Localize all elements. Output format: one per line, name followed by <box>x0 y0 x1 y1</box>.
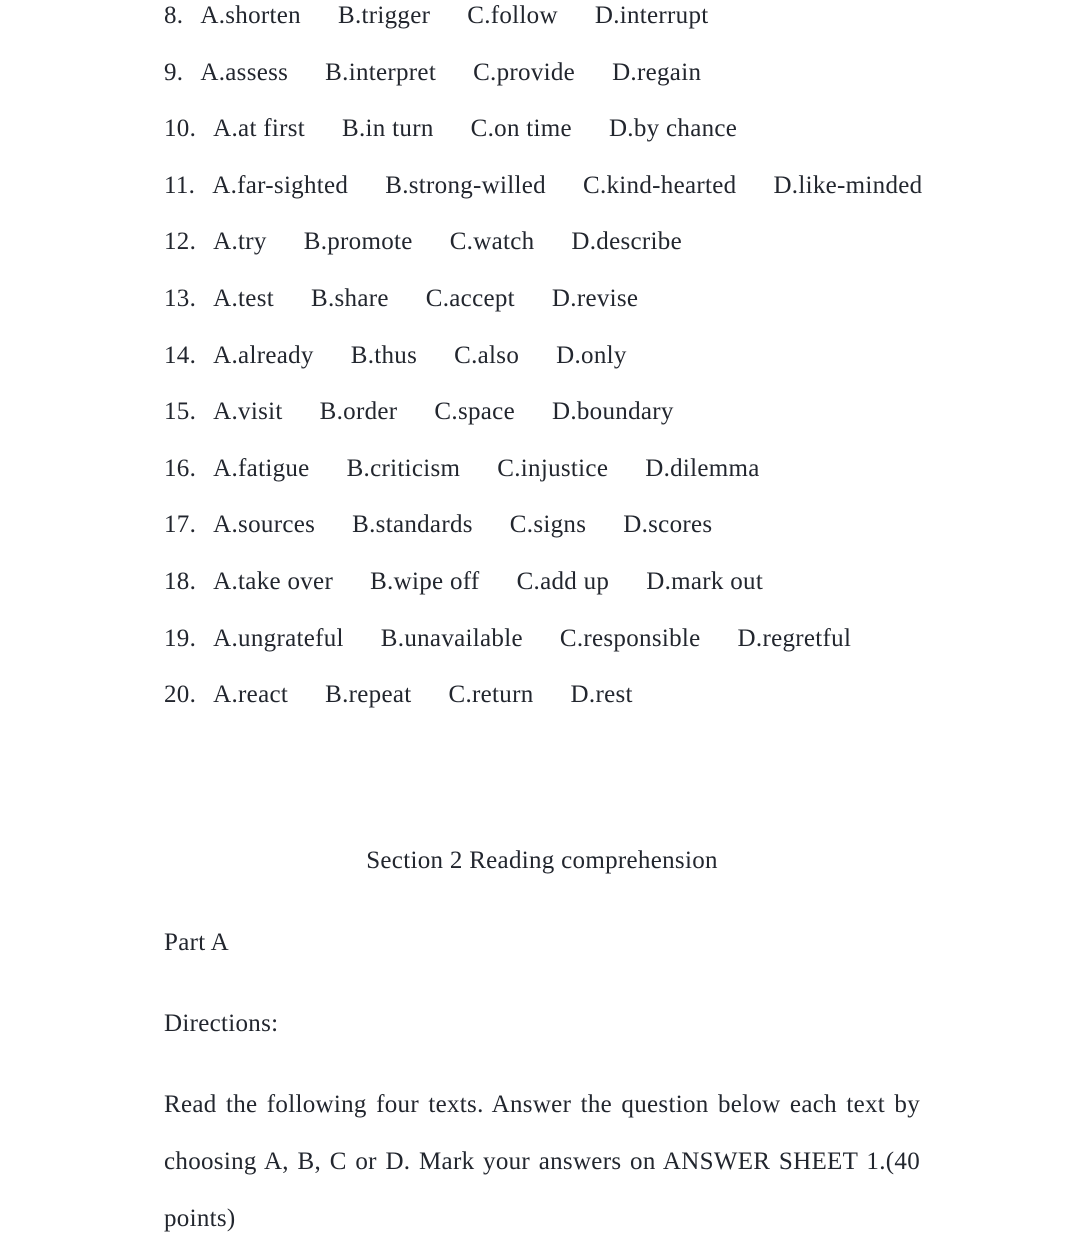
question-row-14 <box>164 342 920 399</box>
option-b: B.trigger <box>337 2 431 29</box>
directions-line-2: choosing A, B, C or D. Mark your answers on ANSWER SHEET 1.(40 <box>164 1147 920 1175</box>
question-row-16 <box>164 455 920 512</box>
option-d: D.rest <box>570 681 633 709</box>
question-row-19 <box>164 625 920 682</box>
option-c: C.watch <box>449 228 535 256</box>
question-number: 11. <box>164 171 196 199</box>
option-d: D.revise <box>551 284 639 312</box>
option-c: C.provide <box>473 58 576 86</box>
option-a: A.already <box>213 341 314 369</box>
option-c: C.add up <box>516 567 610 595</box>
section-heading: Section 2 Reading comprehension <box>366 846 718 874</box>
option-d: D.like-minded <box>773 171 923 199</box>
multiple-choice-question-list <box>164 2 923 738</box>
option-c: C.injustice <box>497 454 609 482</box>
question-row-12 <box>164 228 920 285</box>
option-b: B.promote <box>303 228 413 256</box>
option-d: D.mark out <box>646 567 764 595</box>
question-row-10 <box>164 115 920 172</box>
option-d: D.describe <box>571 228 682 256</box>
option-a: A.sources <box>213 511 316 539</box>
question-number: 16. <box>164 454 197 482</box>
option-b: B.strong-willed <box>385 171 546 199</box>
option-c: C.on time <box>470 115 572 143</box>
option-d: D.by chance <box>608 115 738 143</box>
option-d: D.scores <box>623 511 713 539</box>
question-row-18 <box>164 568 920 625</box>
question-row-11 <box>164 171 923 229</box>
option-a: A.try <box>213 228 267 256</box>
question-number: 8. <box>164 2 184 29</box>
part-label: Part A <box>164 928 229 956</box>
directions-line-3: points) <box>164 1204 236 1232</box>
directions-paragraph <box>164 1076 920 1247</box>
question-number: 19. <box>164 624 197 652</box>
option-a: A.assess <box>200 58 289 86</box>
question-number: 17. <box>164 511 197 539</box>
option-b: B.unavailable <box>380 624 523 652</box>
option-a: A.fatigue <box>213 454 310 482</box>
option-c: C.space <box>434 398 515 426</box>
option-a: A.ungrateful <box>213 624 344 652</box>
question-row-13 <box>164 285 920 342</box>
option-b: B.order <box>319 398 398 426</box>
question-row-17 <box>164 511 920 568</box>
question-number: 13. <box>164 284 197 312</box>
option-c: C.follow <box>467 2 558 29</box>
option-c: C.also <box>454 341 520 369</box>
option-d: D.interrupt <box>594 2 709 29</box>
option-d: D.only <box>556 341 627 369</box>
option-c: C.signs <box>509 511 587 539</box>
option-c: C.responsible <box>559 624 701 652</box>
option-a: A.take over <box>213 567 334 595</box>
question-number: 20. <box>164 681 197 709</box>
option-a: A.visit <box>213 398 283 426</box>
option-a: A.at first <box>213 115 306 143</box>
option-a: A.shorten <box>200 2 301 29</box>
directions-label: Directions: <box>164 1009 279 1037</box>
option-d: D.boundary <box>551 398 674 426</box>
option-b: B.standards <box>352 511 473 539</box>
option-b: B.criticism <box>346 454 461 482</box>
option-c: C.kind-hearted <box>582 171 737 199</box>
option-b: B.thus <box>350 341 418 369</box>
option-d: D.regretful <box>737 624 852 652</box>
option-b: B.wipe off <box>370 567 480 595</box>
question-row-15 <box>164 398 920 455</box>
option-c: C.accept <box>425 284 515 312</box>
option-a: A.react <box>213 681 289 709</box>
question-row-20 <box>164 681 920 738</box>
option-a: A.far-sighted <box>212 171 349 199</box>
option-b: B.share <box>310 284 389 312</box>
question-number: 15. <box>164 398 197 426</box>
question-row-9 <box>164 59 920 116</box>
option-d: D.regain <box>612 58 702 86</box>
question-number: 10. <box>164 115 197 143</box>
directions-line-1: Read the following four texts. Answer the question below each text by <box>164 1090 920 1118</box>
option-b: B.interpret <box>325 58 437 86</box>
option-a: A.test <box>213 284 274 312</box>
option-c: C.return <box>448 681 534 709</box>
option-b: B.repeat <box>325 681 412 709</box>
question-row-8 <box>164 2 920 59</box>
option-b: B.in turn <box>342 115 434 143</box>
option-d: D.dilemma <box>645 454 760 482</box>
question-number: 9. <box>164 58 184 86</box>
question-number: 14. <box>164 341 197 369</box>
question-number: 12. <box>164 228 197 256</box>
question-number: 18. <box>164 567 197 595</box>
